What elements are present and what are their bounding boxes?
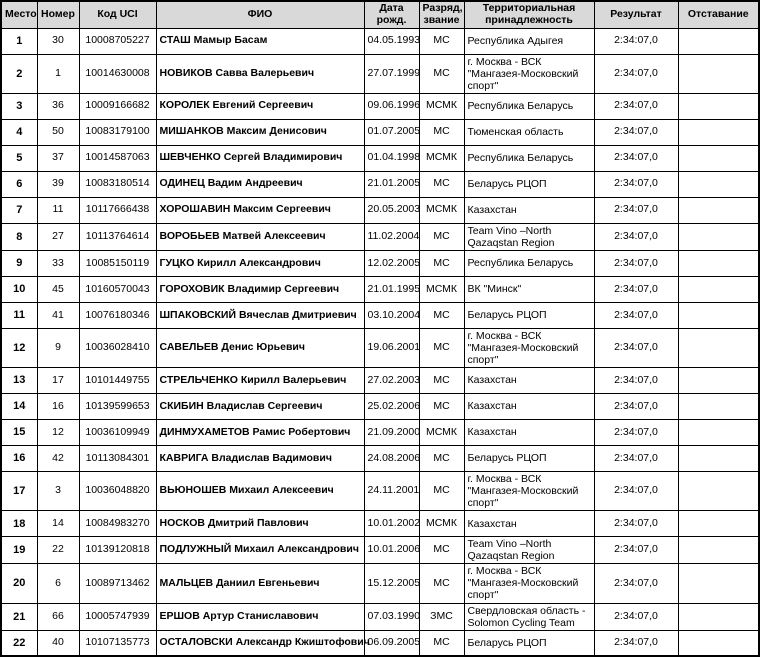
cell-result: 2:34:07,0 (594, 93, 678, 119)
cell-name: ДИНМУХАМЕТОВ Рамис Робертович (156, 420, 364, 446)
cell-result: 2:34:07,0 (594, 223, 678, 250)
cell-number: 30 (37, 28, 79, 54)
cell-gap (678, 420, 759, 446)
cell-birth-date: 19.06.2001 (364, 328, 419, 367)
cell-birth-date: 10.01.2006 (364, 537, 419, 564)
cell-rank: МСМК (419, 93, 464, 119)
cell-birth-date: 06.09.2005 (364, 630, 419, 656)
cell-uci-code: 10085150119 (79, 250, 156, 276)
cell-uci-code: 10139599653 (79, 394, 156, 420)
cell-number: 33 (37, 250, 79, 276)
table-row (1, 197, 759, 223)
cell-gap (678, 250, 759, 276)
cell-number: 14 (37, 511, 79, 537)
cell-place: 12 (1, 328, 37, 367)
cell-birth-date: 24.08.2006 (364, 446, 419, 472)
cell-rank: МС (419, 564, 464, 603)
table-row (1, 603, 759, 630)
cell-number: 3 (37, 472, 79, 511)
cell-result: 2:34:07,0 (594, 537, 678, 564)
table-row (1, 511, 759, 537)
cell-name: ВЬЮНОШЕВ Михаил Алексеевич (156, 472, 364, 511)
cell-birth-date: 04.05.1993 (364, 28, 419, 54)
cell-rank: МСМК (419, 276, 464, 302)
cell-territory: Казахстан (464, 511, 594, 537)
cell-result: 2:34:07,0 (594, 171, 678, 197)
cell-territory: Республика Беларусь (464, 145, 594, 171)
cell-number: 22 (37, 537, 79, 564)
cell-name: ПОДЛУЖНЫЙ Михаил Александрович (156, 537, 364, 564)
cell-place: 19 (1, 537, 37, 564)
cell-name: ГОРОХОВИК Владимир Сергеевич (156, 276, 364, 302)
col-header-name: ФИО (156, 1, 364, 28)
table-row (1, 302, 759, 328)
cell-territory: Республика Беларусь (464, 250, 594, 276)
table-row (1, 564, 759, 603)
cell-name: НОВИКОВ Савва Валерьевич (156, 54, 364, 93)
cell-territory: Беларусь РЦОП (464, 302, 594, 328)
cell-place: 22 (1, 630, 37, 656)
cell-result: 2:34:07,0 (594, 420, 678, 446)
cell-name: ОДИНЕЦ Вадим Андреевич (156, 171, 364, 197)
cell-number: 42 (37, 446, 79, 472)
table-row (1, 28, 759, 54)
cell-result: 2:34:07,0 (594, 28, 678, 54)
cell-uci-code: 10083180514 (79, 171, 156, 197)
cell-gap (678, 472, 759, 511)
col-header-place: Место (1, 1, 37, 28)
cell-name: КОРОЛЕК Евгений Сергеевич (156, 93, 364, 119)
cell-place: 1 (1, 28, 37, 54)
cell-birth-date: 20.05.2003 (364, 197, 419, 223)
cell-place: 9 (1, 250, 37, 276)
cell-result: 2:34:07,0 (594, 328, 678, 367)
cell-name: ГУЦКО Кирилл Александрович (156, 250, 364, 276)
cell-birth-date: 25.02.2006 (364, 394, 419, 420)
cell-place: 18 (1, 511, 37, 537)
table-row (1, 171, 759, 197)
cell-gap (678, 28, 759, 54)
cell-place: 15 (1, 420, 37, 446)
cell-rank: МС (419, 223, 464, 250)
table-row (1, 630, 759, 656)
table-row (1, 119, 759, 145)
cell-birth-date: 01.07.2005 (364, 119, 419, 145)
cell-birth-date: 27.02.2003 (364, 368, 419, 394)
cell-rank: МС (419, 537, 464, 564)
cell-number: 37 (37, 145, 79, 171)
cell-uci-code: 10036028410 (79, 328, 156, 367)
cell-uci-code: 10084983270 (79, 511, 156, 537)
cell-name: НОСКОВ Дмитрий Павлович (156, 511, 364, 537)
cell-number: 66 (37, 603, 79, 630)
col-header-birthdate: Дата рожд. (364, 1, 419, 28)
cell-uci-code: 10009166682 (79, 93, 156, 119)
col-header-number: Номер (37, 1, 79, 28)
cell-place: 4 (1, 119, 37, 145)
cell-name: ВОРОБЬЕВ Матвей Алексеевич (156, 223, 364, 250)
cell-territory: г. Москва - ВСК "Мангазея-Московский спорт" (464, 564, 594, 603)
cell-number: 16 (37, 394, 79, 420)
cell-territory: Республика Беларусь (464, 93, 594, 119)
cell-territory: Team Vino –North Qazaqstan Region (464, 223, 594, 250)
cell-place: 2 (1, 54, 37, 93)
header-row (1, 1, 759, 28)
cell-territory: г. Москва - ВСК "Мангазея-Московский спорт" (464, 472, 594, 511)
cell-gap (678, 145, 759, 171)
table-row (1, 223, 759, 250)
table-row (1, 446, 759, 472)
cell-gap (678, 328, 759, 367)
cell-gap (678, 603, 759, 630)
cell-rank: МС (419, 28, 464, 54)
cell-uci-code: 10014587063 (79, 145, 156, 171)
cell-rank: МС (419, 250, 464, 276)
cell-uci-code: 10160570043 (79, 276, 156, 302)
table-row (1, 276, 759, 302)
cell-rank: МСМК (419, 145, 464, 171)
cell-gap (678, 511, 759, 537)
cell-place: 17 (1, 472, 37, 511)
cell-place: 6 (1, 171, 37, 197)
cell-result: 2:34:07,0 (594, 472, 678, 511)
cell-name: МАЛЬЦЕВ Даниил Евгеньевич (156, 564, 364, 603)
cell-gap (678, 394, 759, 420)
cell-gap (678, 446, 759, 472)
cell-birth-date: 21.01.1995 (364, 276, 419, 302)
cell-territory: Беларусь РЦОП (464, 446, 594, 472)
cell-birth-date: 07.03.1990 (364, 603, 419, 630)
cell-birth-date: 03.10.2004 (364, 302, 419, 328)
cell-number: 27 (37, 223, 79, 250)
cell-uci-code: 10107135773 (79, 630, 156, 656)
table-row (1, 145, 759, 171)
cell-number: 41 (37, 302, 79, 328)
cell-gap (678, 302, 759, 328)
cell-number: 40 (37, 630, 79, 656)
cell-birth-date: 11.02.2004 (364, 223, 419, 250)
cell-place: 3 (1, 93, 37, 119)
cell-place: 16 (1, 446, 37, 472)
cell-uci-code: 10113084301 (79, 446, 156, 472)
cell-place: 8 (1, 223, 37, 250)
cell-name: ЕРШОВ Артур Станиславович (156, 603, 364, 630)
cell-territory: г. Москва - ВСК "Мангазея-Московский спорт" (464, 328, 594, 367)
cell-rank: МС (419, 368, 464, 394)
cell-uci-code: 10005747939 (79, 603, 156, 630)
cell-gap (678, 564, 759, 603)
cell-name: СТАШ Мамыр Басам (156, 28, 364, 54)
cell-territory: Казахстан (464, 394, 594, 420)
cell-name: ШЕВЧЕНКО Сергей Владимирович (156, 145, 364, 171)
cell-number: 45 (37, 276, 79, 302)
table-row (1, 368, 759, 394)
cell-place: 13 (1, 368, 37, 394)
cell-territory: Республика Адыгея (464, 28, 594, 54)
cell-rank: МС (419, 394, 464, 420)
cell-rank: МС (419, 54, 464, 93)
cell-place: 11 (1, 302, 37, 328)
table-row (1, 54, 759, 93)
cell-rank: МСМК (419, 197, 464, 223)
cell-rank: МСМК (419, 511, 464, 537)
cell-territory: Казахстан (464, 420, 594, 446)
cell-gap (678, 368, 759, 394)
cell-rank: МС (419, 119, 464, 145)
table-row (1, 537, 759, 564)
cell-number: 9 (37, 328, 79, 367)
col-header-result: Результат (594, 1, 678, 28)
col-header-gap: Отставание (678, 1, 759, 28)
cell-gap (678, 630, 759, 656)
cell-rank: МСМК (419, 420, 464, 446)
cell-result: 2:34:07,0 (594, 302, 678, 328)
cell-result: 2:34:07,0 (594, 197, 678, 223)
cell-territory: ВК "Минск" (464, 276, 594, 302)
cell-birth-date: 01.04.1998 (364, 145, 419, 171)
table-row (1, 472, 759, 511)
cell-territory: Свердловская область - Solomon Cycling Team (464, 603, 594, 630)
cell-result: 2:34:07,0 (594, 276, 678, 302)
cell-gap (678, 537, 759, 564)
cell-rank: ЗМС (419, 603, 464, 630)
cell-number: 1 (37, 54, 79, 93)
cell-rank: МС (419, 302, 464, 328)
col-header-territory: Территориальная принадлежность (464, 1, 594, 28)
cell-uci-code: 10036109949 (79, 420, 156, 446)
cell-result: 2:34:07,0 (594, 250, 678, 276)
cell-rank: МС (419, 630, 464, 656)
table-row (1, 93, 759, 119)
col-header-uci-code: Код UCI (79, 1, 156, 28)
cell-result: 2:34:07,0 (594, 630, 678, 656)
table-row (1, 250, 759, 276)
cell-result: 2:34:07,0 (594, 54, 678, 93)
cell-name: ХОРОШАВИН Максим Сергеевич (156, 197, 364, 223)
cell-result: 2:34:07,0 (594, 119, 678, 145)
table-row (1, 420, 759, 446)
cell-birth-date: 21.01.2005 (364, 171, 419, 197)
cell-number: 39 (37, 171, 79, 197)
cell-uci-code: 10036048820 (79, 472, 156, 511)
cell-uci-code: 10083179100 (79, 119, 156, 145)
cell-territory: г. Москва - ВСК "Мангазея-Московский спорт" (464, 54, 594, 93)
cell-gap (678, 54, 759, 93)
cell-gap (678, 223, 759, 250)
cell-rank: МС (419, 171, 464, 197)
cell-name: СТРЕЛЬЧЕНКО Кирилл Валерьевич (156, 368, 364, 394)
cell-number: 6 (37, 564, 79, 603)
cell-uci-code: 10076180346 (79, 302, 156, 328)
cell-name: МИШАНКОВ Максим Денисович (156, 119, 364, 145)
cell-territory: Казахстан (464, 197, 594, 223)
cell-uci-code: 10101449755 (79, 368, 156, 394)
table-row (1, 394, 759, 420)
cell-uci-code: 10008705227 (79, 28, 156, 54)
cell-number: 11 (37, 197, 79, 223)
cell-birth-date: 21.09.2000 (364, 420, 419, 446)
cell-birth-date: 12.02.2005 (364, 250, 419, 276)
cell-birth-date: 09.06.1996 (364, 93, 419, 119)
cell-gap (678, 276, 759, 302)
cell-territory: Тюменская область (464, 119, 594, 145)
cell-uci-code: 10014630008 (79, 54, 156, 93)
cell-territory: Беларусь РЦОП (464, 630, 594, 656)
cell-name: КАВРИГА Владислав Вадимович (156, 446, 364, 472)
cell-name: ОСТАЛОВСКИ Александр Кжиштофович (156, 630, 364, 656)
cell-birth-date: 27.07.1999 (364, 54, 419, 93)
cell-rank: МС (419, 328, 464, 367)
cell-uci-code: 10089713462 (79, 564, 156, 603)
cell-territory: Беларусь РЦОП (464, 171, 594, 197)
cell-gap (678, 119, 759, 145)
cell-number: 17 (37, 368, 79, 394)
cell-birth-date: 24.11.2001 (364, 472, 419, 511)
cell-result: 2:34:07,0 (594, 603, 678, 630)
cell-birth-date: 15.12.2005 (364, 564, 419, 603)
results-tbody (1, 28, 759, 656)
cell-uci-code: 10139120818 (79, 537, 156, 564)
cell-place: 10 (1, 276, 37, 302)
cell-uci-code: 10113764614 (79, 223, 156, 250)
table-row (1, 328, 759, 367)
cell-result: 2:34:07,0 (594, 394, 678, 420)
cell-result: 2:34:07,0 (594, 564, 678, 603)
cell-gap (678, 171, 759, 197)
cell-territory: Team Vino –North Qazaqstan Region (464, 537, 594, 564)
cell-gap (678, 197, 759, 223)
cell-uci-code: 10117666438 (79, 197, 156, 223)
cell-result: 2:34:07,0 (594, 446, 678, 472)
cell-number: 50 (37, 119, 79, 145)
cell-result: 2:34:07,0 (594, 511, 678, 537)
cell-territory: Казахстан (464, 368, 594, 394)
cell-rank: МС (419, 472, 464, 511)
cell-birth-date: 10.01.2002 (364, 511, 419, 537)
cell-result: 2:34:07,0 (594, 368, 678, 394)
cell-number: 12 (37, 420, 79, 446)
cell-place: 7 (1, 197, 37, 223)
cell-place: 5 (1, 145, 37, 171)
cell-place: 21 (1, 603, 37, 630)
cell-place: 14 (1, 394, 37, 420)
col-header-rank: Разряд, звание (419, 1, 464, 28)
cell-place: 20 (1, 564, 37, 603)
cell-number: 36 (37, 93, 79, 119)
cell-result: 2:34:07,0 (594, 145, 678, 171)
cell-rank: МС (419, 446, 464, 472)
cell-gap (678, 93, 759, 119)
cell-name: САВЕЛЬЕВ Денис Юрьевич (156, 328, 364, 367)
cell-name: ШПАКОВСКИЙ Вячеслав Дмитриевич (156, 302, 364, 328)
cell-name: СКИБИН Владислав Сергеевич (156, 394, 364, 420)
table-header (1, 1, 759, 28)
